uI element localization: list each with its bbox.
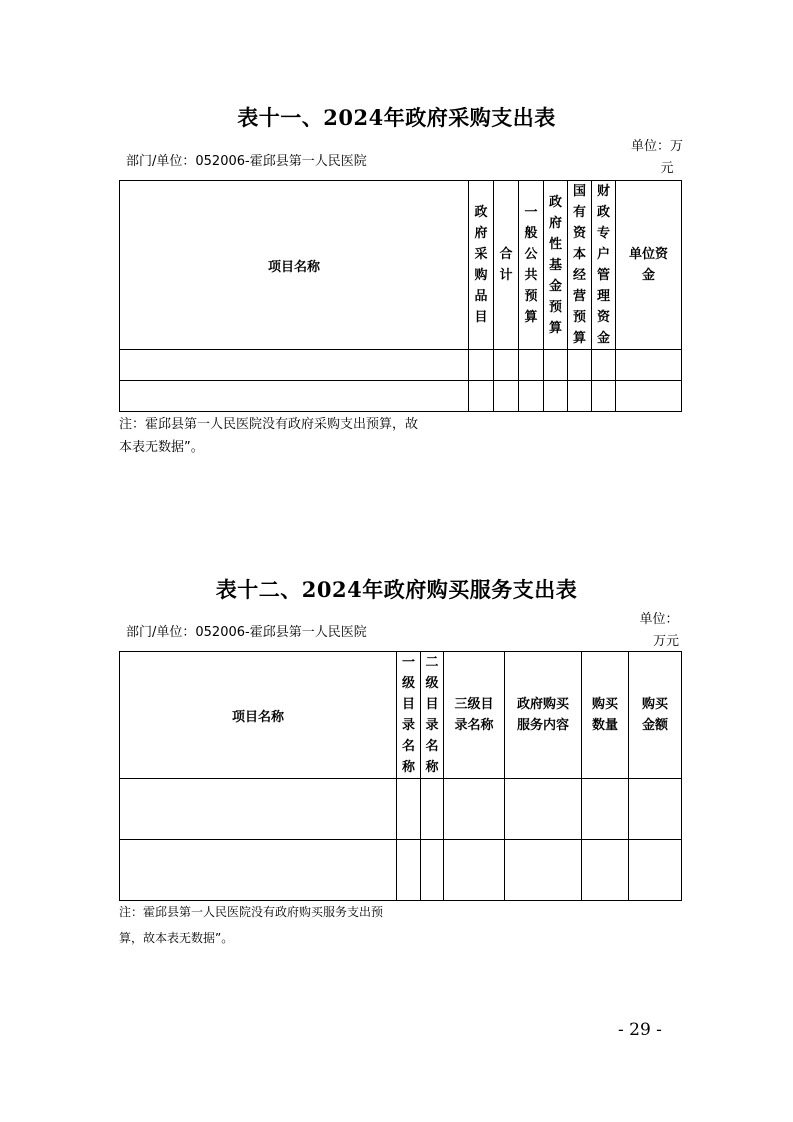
table-cell bbox=[544, 381, 568, 412]
table-row bbox=[120, 779, 682, 840]
table12 bbox=[119, 651, 682, 901]
table12-title: 表十二、2024年政府购买服务支出表 bbox=[215, 577, 578, 602]
table12-header-content-a: 政府购买 bbox=[516, 697, 569, 712]
table-cell bbox=[120, 840, 397, 901]
table12-unit-line2: 万元 bbox=[652, 634, 679, 649]
table11-note-line2: 本表无数据”。 bbox=[119, 440, 204, 455]
table11-note bbox=[119, 413, 418, 459]
table-cell bbox=[469, 381, 494, 412]
table11-header-row bbox=[120, 181, 682, 350]
table12-note-line2: 算，故本表无数据”。 bbox=[119, 931, 234, 945]
table11-header-project-name: 项目名称 bbox=[120, 181, 469, 350]
table-cell bbox=[469, 350, 494, 381]
table12-header-content bbox=[505, 652, 582, 779]
table12-header-content-b: 服务内容 bbox=[516, 718, 569, 733]
table-cell bbox=[120, 381, 469, 412]
table-cell bbox=[544, 350, 568, 381]
table-cell bbox=[120, 779, 397, 840]
table-cell bbox=[568, 350, 592, 381]
table11-dept: 部门/单位：052006-霍邱县第一人民医院 bbox=[126, 154, 367, 169]
table11-unit-line1: 单位：万 bbox=[630, 139, 683, 154]
table-cell bbox=[519, 350, 544, 381]
table12-dept: 部门/单位：052006-霍邱县第一人民医院 bbox=[126, 625, 367, 640]
table12-header-level3 bbox=[444, 652, 505, 779]
table-cell bbox=[568, 381, 592, 412]
table12-header-project-name: 项目名称 bbox=[120, 652, 397, 779]
table11-header-procurement-item: 政府采购品目 bbox=[469, 181, 494, 350]
table-cell bbox=[421, 779, 444, 840]
table12-header-level3-a: 三级目 bbox=[454, 697, 494, 712]
table12-header-level3-b: 录名称 bbox=[454, 718, 494, 733]
table-cell bbox=[494, 381, 519, 412]
table-cell bbox=[582, 779, 629, 840]
table-cell bbox=[421, 840, 444, 901]
table12-header-qty-a: 购买 bbox=[591, 697, 618, 712]
table12-unit-line1: 单位： bbox=[639, 612, 679, 627]
table12-header-row bbox=[120, 652, 682, 779]
table11-header-total: 合计 bbox=[494, 181, 519, 350]
table12-unit bbox=[620, 609, 690, 653]
table11-header-fund-budget: 政府性基金预算 bbox=[544, 181, 568, 350]
table-cell bbox=[629, 779, 682, 840]
table-cell bbox=[592, 381, 616, 412]
table-cell bbox=[120, 350, 469, 381]
table11-header-state-capital-budget: 国有资本经营预算 bbox=[568, 181, 592, 350]
table-cell bbox=[592, 350, 616, 381]
table11 bbox=[119, 180, 682, 412]
table-row bbox=[120, 840, 682, 901]
table-row bbox=[120, 381, 682, 412]
table-cell bbox=[582, 840, 629, 901]
table-cell bbox=[616, 350, 682, 381]
table-cell bbox=[505, 840, 582, 901]
table11-note-line1: 注：霍邱县第一人民医院没有政府采购支出预算，故 bbox=[119, 417, 419, 432]
table-cell bbox=[397, 779, 421, 840]
table-cell bbox=[505, 779, 582, 840]
table12-header-level1: 一级目录名称 bbox=[397, 652, 421, 779]
table-cell bbox=[629, 840, 682, 901]
table11-unit bbox=[622, 136, 692, 180]
table-cell bbox=[494, 350, 519, 381]
table11-unit-line2: 元 bbox=[660, 161, 674, 176]
table11-header-unit-fund: 单位资金 bbox=[616, 181, 682, 350]
table12-header-qty bbox=[582, 652, 629, 779]
table12-header-qty-b: 数量 bbox=[591, 718, 618, 733]
table12-header-amount-a: 购买 bbox=[641, 697, 668, 712]
page-number: - 29 - bbox=[618, 1020, 662, 1040]
table-cell bbox=[397, 840, 421, 901]
table-cell bbox=[444, 779, 505, 840]
table12-note bbox=[119, 899, 383, 951]
table12-header-amount bbox=[629, 652, 682, 779]
table11-header-fiscal-special: 财政专户管理资金 bbox=[592, 181, 616, 350]
table-row bbox=[120, 350, 682, 381]
table-cell bbox=[444, 840, 505, 901]
table11-title: 表十一、2024年政府采购支出表 bbox=[237, 105, 556, 130]
table12-header-level2: 二级目录名称 bbox=[421, 652, 444, 779]
table-cell bbox=[519, 381, 544, 412]
table12-note-line1: 注：霍邱县第一人民医院没有政府购买服务支出预 bbox=[119, 905, 384, 919]
table11-header-general-budget: 一般公共预算 bbox=[519, 181, 544, 350]
table-cell bbox=[616, 381, 682, 412]
table12-header-amount-b: 金额 bbox=[641, 718, 668, 733]
